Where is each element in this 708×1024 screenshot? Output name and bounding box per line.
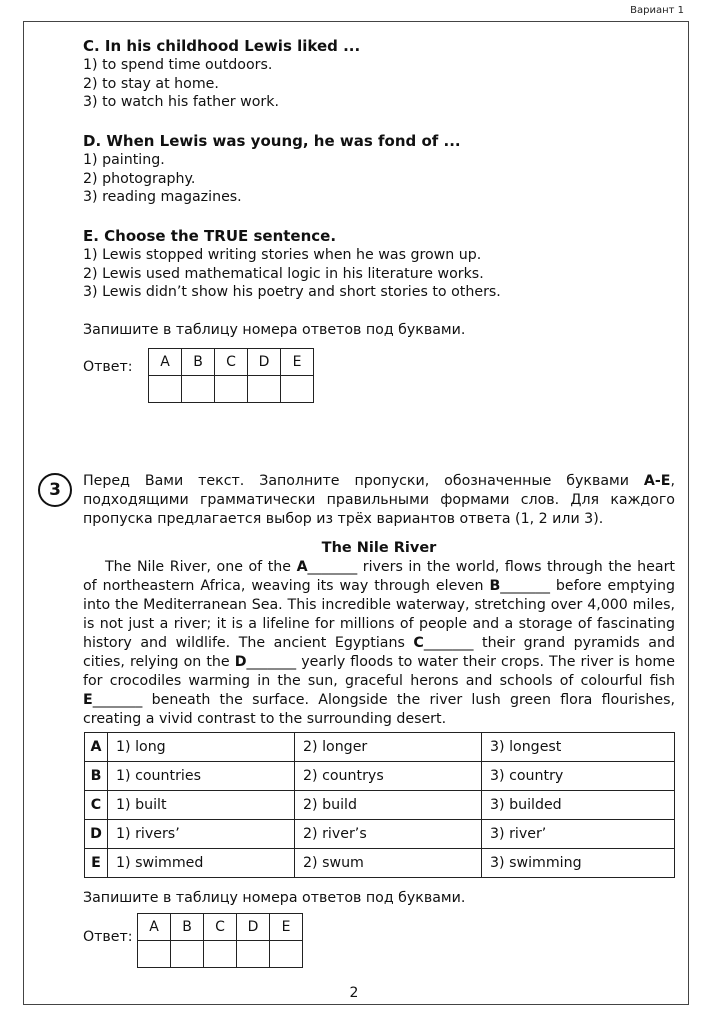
answer-header-b: B [171,914,204,941]
answer-header-a: A [149,349,182,376]
question-title: C. In his childhood Lewis liked ... [83,37,361,55]
option-cell: 3) river’ [482,820,675,849]
answer-cell-c[interactable] [204,941,237,968]
answer-header-a: A [138,914,171,941]
answer-cell-a[interactable] [138,941,171,968]
options-table [84,732,675,878]
task-instruction [83,472,675,529]
gap-e-blank[interactable]: _______ [92,692,143,708]
answer-header-c: C [204,914,237,941]
gap-b-blank[interactable]: _______ [500,578,550,594]
question-e [83,227,501,302]
option-cell: 2) swum [295,849,482,878]
option-cell: 3) builded [482,791,675,820]
options-row-e [85,849,675,878]
answer-header-d: D [237,914,270,941]
answer-header-e: E [270,914,303,941]
gap-c-blank[interactable]: _______ [423,635,474,651]
instruction-text: Перед Вами текст. Заполните пропуски, обозначенные буквами [83,473,644,489]
gap-a-label: A [296,559,308,575]
gap-e-label: E [83,692,93,708]
answer-cell-d[interactable] [248,376,281,403]
passage-fragment: before emptying into the Mediterranean Sea. This incredible waterway, stretching over 4,000 miles, is not just a river; it is a lifeline for millions of people and a storage of fascinating history and wildlife. The ancient Egyptians [83,578,675,651]
answer-instruction: Запишите в таблицу номера ответов под буквами. [83,322,466,338]
answer-label: Ответ: [83,929,133,945]
option: 1) to spend time outdoors. [83,57,273,73]
variant-label: Вариант 1 [630,5,684,16]
answer-cell-e[interactable] [270,941,303,968]
option: 1) Lewis stopped writing stories when he was grown up. [83,247,482,263]
options-row-c [85,791,675,820]
row-letter: E [85,849,108,878]
gap-d-label: D [234,654,247,670]
row-letter: B [85,762,108,791]
row-letter: C [85,791,108,820]
gap-a-blank[interactable]: _______ [307,559,358,575]
option-cell: 1) rivers’ [108,820,295,849]
question-d [83,132,461,207]
row-letter: D [85,820,108,849]
passage-fragment: beneath the surface. Alongside the river lush green flora flourishes, creating a vivid contrast to the surrounding desert. [83,692,675,727]
gap-b-label: B [489,578,501,594]
question-title: E. Choose the TRUE sentence. [83,227,337,245]
passage-title: The Nile River [321,540,437,556]
answer-cell-b[interactable] [182,376,215,403]
passage-fragment: The Nile River, one of the [105,559,297,575]
option-cell: 3) longest [482,733,675,762]
gap-c-label: C [413,635,424,651]
answer-table-2 [137,913,303,968]
options-row-a [85,733,675,762]
answer-cell-e[interactable] [281,376,314,403]
answer-cell-d[interactable] [237,941,270,968]
answer-table-1 [148,348,314,403]
task-number-badge: 3 [38,473,72,507]
answer-header-b: B [182,349,215,376]
option: 2) photography. [83,170,196,187]
option-cell: 2) longer [295,733,482,762]
page-number: 2 [349,985,359,1001]
option-cell: 2) river’s [295,820,482,849]
options-row-b [85,762,675,791]
answer-instruction: Запишите в таблицу номера ответов под буквами. [83,890,466,906]
answer-cell-b[interactable] [171,941,204,968]
option-cell: 2) countrys [295,762,482,791]
passage-fragment: their grand pyramids and cities, relying on the [83,635,675,670]
answer-header-d: D [248,349,281,376]
option-cell: 3) country [482,762,675,791]
instruction-text: , подходящими грамматически правильными формами слов. Для каждого пропуска предлагается выбор из трёх вариантов ответа (1, 2 или 3). [83,473,675,527]
options-row-d [85,820,675,849]
option-cell: 1) built [108,791,295,820]
row-letter: A [85,733,108,762]
passage-fragment: yearly floods to water their crops. The river is home for crocodiles warming in the sun, graceful herons and schools of colourful fish [83,654,675,689]
gap-d-blank[interactable]: _______ [246,654,297,670]
option-cell: 2) build [295,791,482,820]
option-cell: 3) swimming [482,849,675,878]
option: 3) reading magazines. [83,189,242,206]
passage-text [83,558,675,729]
question-c [83,37,360,112]
option: 3) Lewis didn’t show his poetry and short stories to others. [83,284,501,301]
option-cell: 1) long [108,733,295,762]
instruction-letters: A-E [643,473,671,489]
option: 2) Lewis used mathematical logic in his literature works. [83,265,484,282]
option-cell: 1) countries [108,762,295,791]
option: 2) to stay at home. [83,75,219,92]
question-title: D. When Lewis was young, he was fond of ... [83,132,461,150]
answer-cell-c[interactable] [215,376,248,403]
answer-header-e: E [281,349,314,376]
answer-header-c: C [215,349,248,376]
option: 1) painting. [83,152,165,168]
passage-fragment: rivers in the world, flows through the heart of northeastern Africa, weaving its way through eleven [83,559,675,594]
option: 3) to watch his father work. [83,94,279,111]
option-cell: 1) swimmed [108,849,295,878]
answer-label: Ответ: [83,359,133,375]
answer-cell-a[interactable] [149,376,182,403]
